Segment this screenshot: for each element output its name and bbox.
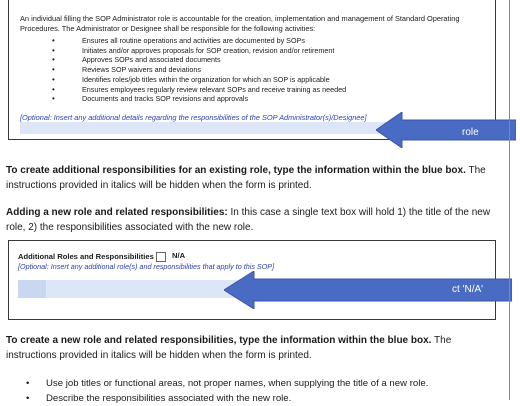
list-item: • Initiates and/or approves proposals for SOP creation, revision and/or retirement (52, 46, 472, 56)
instruction-bold: To create additional responsibilities for an existing role, type the information within the blue box. (6, 165, 466, 176)
list-item: • Ensures all routine operations and activities are documented by SOPs (52, 36, 472, 46)
sop-admin-details-input[interactable] (20, 122, 406, 134)
arrow-label: role (462, 127, 479, 138)
sop-admin-description: An individual filling the SOP Administrator role is accountable for the creation, implementation and management of Standard Operating Procedures. The Administrator or Designee shall be responsible for the following activities: (20, 14, 460, 33)
guidance-list (26, 376, 496, 406)
na-checkbox[interactable] (156, 252, 166, 262)
arrow-label: ct 'N/A' (452, 284, 484, 295)
pointer-arrow-icon (376, 112, 516, 148)
na-label: N/A (172, 251, 186, 260)
list-item: • Use job titles or functional areas, not proper names, when supplying the title of a new role. (26, 376, 496, 391)
additional-roles-optional-note: [Optional: Insert any additional role(s) and responsibilities that apply to this SOP] (18, 262, 275, 271)
additional-roles-title: Additional Roles and Responsibilities (18, 252, 154, 261)
list-item: • Ensures employees regularly review relevant SOPs and receive training as needed (52, 85, 472, 95)
list-item: • Approves SOPs and associated documents (52, 55, 472, 65)
instruction-bold: Adding a new role and related responsibilities: (6, 207, 228, 218)
list-item: • Describe the responsibilities associated with the new role. (26, 391, 496, 406)
page-edge-divider (509, 0, 510, 400)
list-item: • Reviews SOP waivers and deviations (52, 65, 472, 75)
list-item: • Documents and tracks SOP revisions and approvals (52, 94, 472, 104)
instruction-create-role (6, 333, 496, 363)
sop-admin-optional-note: [Optional: Insert any additional details regarding the responsibilities of the SOP Administrator(s)/Designee] (20, 113, 367, 122)
instruction-rest: In this case a single text box will hold 1) the title of the new role, 2) the responsibilities associated with the new role. (6, 207, 491, 233)
instruction-bold: To create a new role and related responsibilities, type the information within the blue box. (6, 335, 432, 346)
instruction-existing-role (6, 163, 496, 193)
input-highlight (18, 280, 46, 298)
instruction-rest: The instructions provided in italics will be hidden when the form is printed. (6, 335, 452, 361)
sop-admin-responsibilities-list (52, 36, 472, 104)
instruction-rest: The instructions provided in italics will be hidden when the form is printed. (6, 165, 486, 191)
instruction-new-role (6, 205, 496, 235)
list-item: • Identifies roles/job titles within the organization for which an SOP is applicable (52, 75, 472, 85)
